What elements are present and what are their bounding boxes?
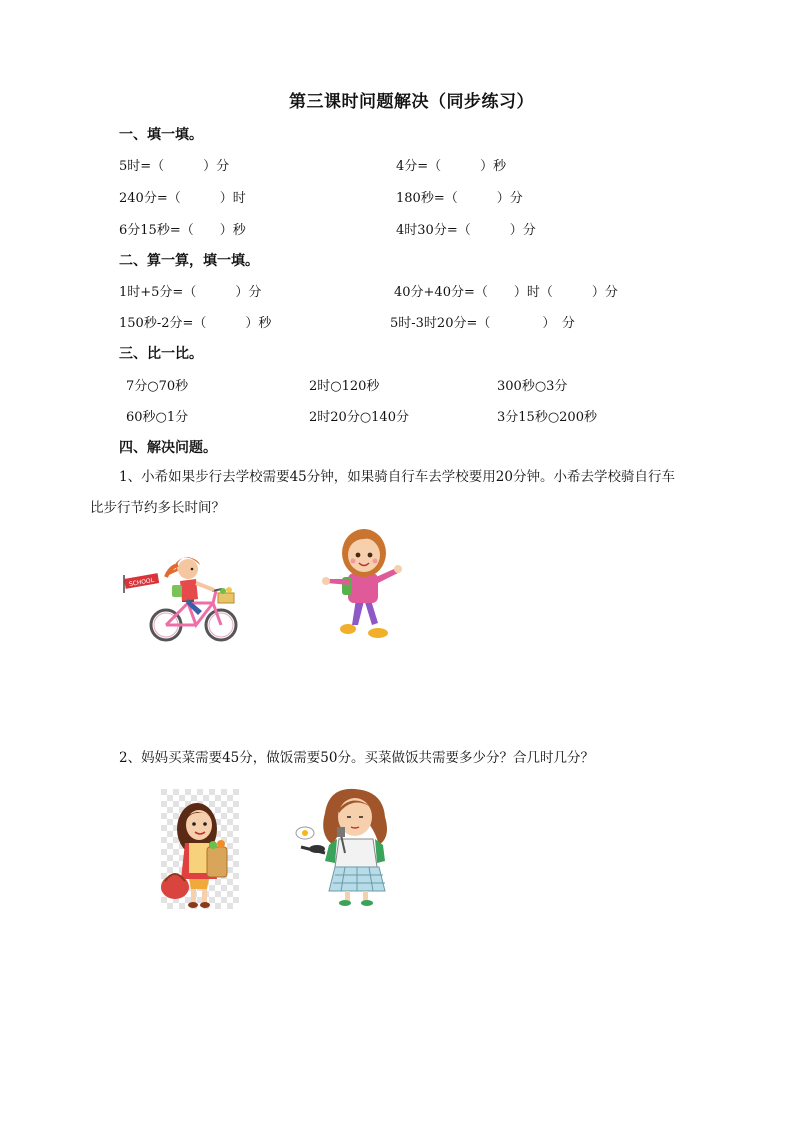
fill-item: 5时=（ ）分 (119, 159, 230, 174)
calc-item: 150秒-2分=（ ）秒 (119, 316, 272, 331)
fill-item: 4时30分=（ ）分 (396, 223, 536, 238)
compare-item: 300秒○3分 (497, 379, 568, 394)
problem-1-line-2: 比步行节约多长时间？ (90, 500, 225, 516)
problem-1-line-1: 1、小希如果步行去学校需要45分钟，如果骑自行车去学校要用20分钟。小希去学校骑自行车 (119, 469, 675, 485)
compare-item: 7分○70秒 (126, 379, 189, 394)
calc-item: 1时+5分=（ ）分 (119, 285, 262, 300)
section-2-heading: 二、算一算，填一填。 (119, 253, 259, 269)
compare-item: 2时20分○140分 (309, 410, 409, 425)
school-sign-text: SCHOOL (128, 576, 155, 589)
girl-walking-illustration (322, 527, 406, 643)
calc-item: 5时-3时20分=（ ） 分 (390, 316, 575, 331)
section-1-heading: 一、填一填。 (119, 127, 203, 143)
page-title: 第三课时问题解决（同步练习） (289, 92, 534, 112)
section-4-heading: 四、解决问题。 (119, 440, 217, 456)
compare-item: 2时○120秒 (309, 379, 380, 394)
mother-shopping-illustration (161, 789, 239, 909)
compare-item: 60秒○1分 (126, 410, 189, 425)
fill-item: 180秒=（ ）分 (396, 191, 523, 206)
problem-2-text: 2、妈妈买菜需要45分，做饭需要50分。买菜做饭共需要多少分？合几时几分？ (119, 750, 594, 766)
mother-cooking-illustration (295, 783, 395, 909)
fill-item: 240分=（ ）时 (119, 191, 246, 206)
compare-item: 3分15秒○200秒 (497, 410, 597, 425)
section-3-heading: 三、比一比。 (119, 346, 203, 362)
calc-item: 40分+40分=（ ）时（ ）分 (394, 285, 618, 300)
fill-item: 4分=（ ）秒 (396, 159, 507, 174)
girl-riding-bicycle-illustration (118, 545, 244, 645)
fill-item: 6分15秒=（ ）秒 (119, 223, 246, 238)
